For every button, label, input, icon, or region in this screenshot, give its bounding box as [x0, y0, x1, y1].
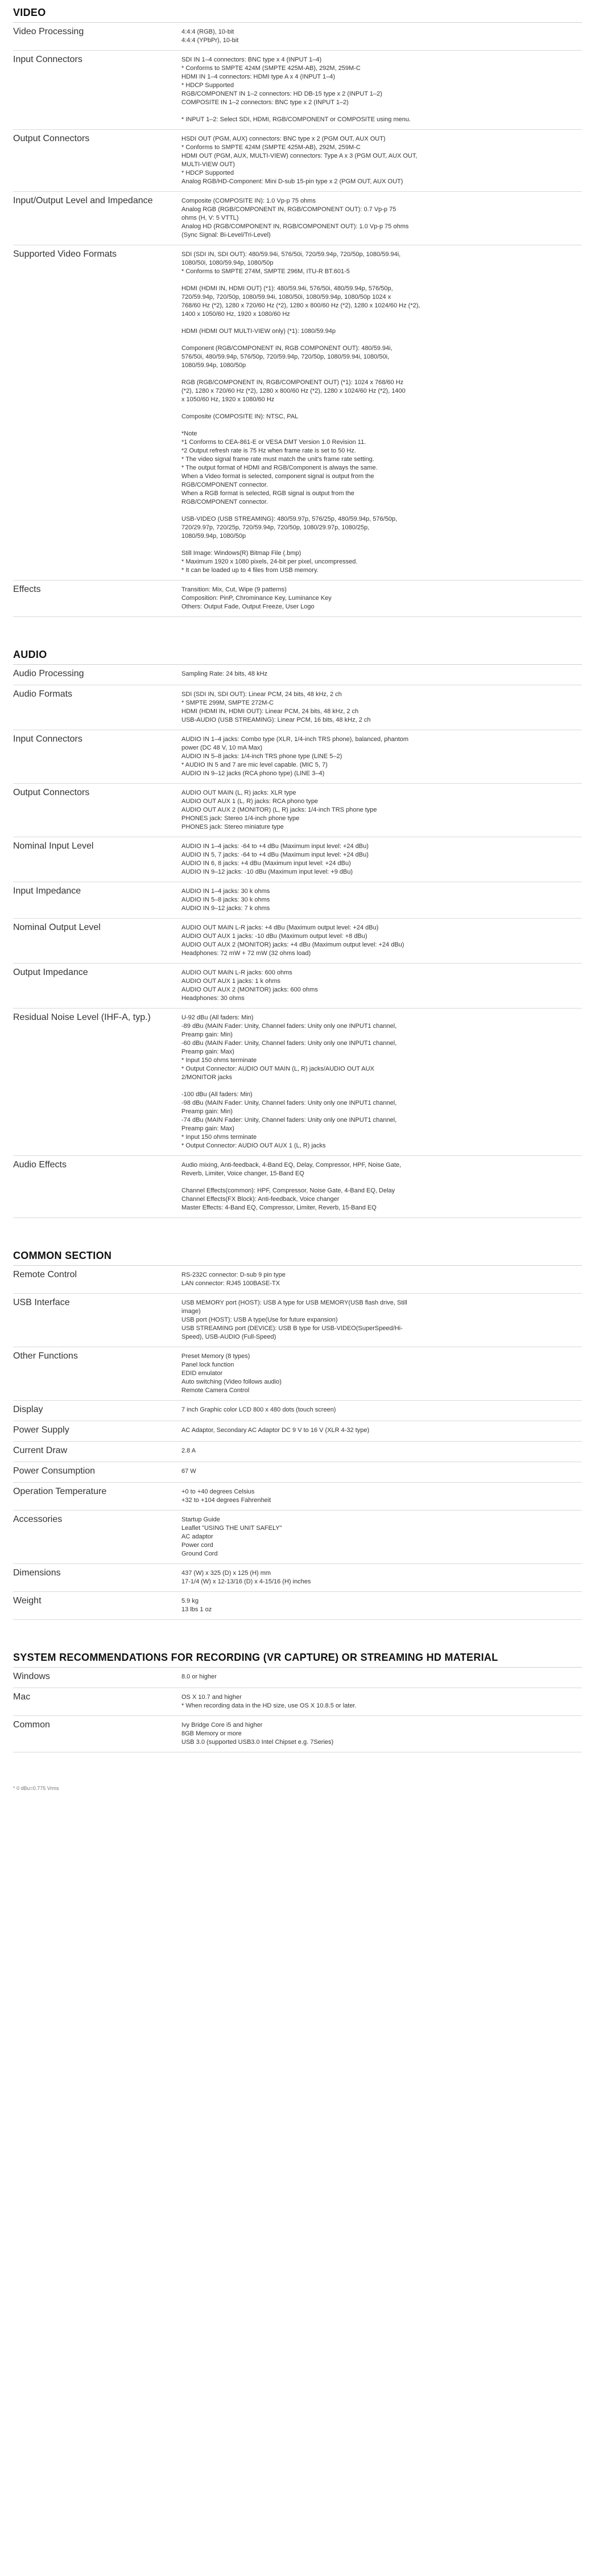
- spec-value-line: PHONES jack: Stereo 1/4-inch phone type: [181, 815, 300, 822]
- spec-row: [13, 1442, 582, 1462]
- spec-label: Input Connectors: [13, 734, 82, 744]
- spec-value-line: RGB (RGB/COMPONENT IN, RGB/COMPONENT OUT) (*1): 1024 x 768/60 Hz: [181, 379, 404, 386]
- spec-value-line: * Conforms to SMPTE 424M (SMPTE 425M-AB), 292M, 259M-C: [181, 144, 361, 151]
- spec-value: [181, 26, 582, 45]
- spec-value-line: USB-AUDIO (USB STREAMING): Linear PCM, 16 bits, 48 kHz, 2 ch: [181, 717, 371, 723]
- spec-value-line: USB 3.0 (supported USB3.0 Intel Chipset e.g. 7Series): [181, 1739, 334, 1746]
- spec-value-line: * Output Connector: AUDIO OUT MAIN (L, R) jacks/AUDIO OUT AUX: [181, 1065, 374, 1072]
- spec-value: [181, 1404, 582, 1415]
- spec-value-line: Master Effects: 4-Band EQ, Compressor, Limiter, Reverb, 15-Band EQ: [181, 1204, 377, 1211]
- spec-value-line: HDMI (HDMI IN, HDMI OUT) (*1): 480/59.94i, 576/50i, 480/59.94p, 576/50p,: [181, 285, 393, 292]
- spec-value-line: HDMI (HDMI OUT MULTI-VIEW only) (*1): 1080/59.94p: [181, 328, 336, 335]
- spec-value: [181, 1297, 582, 1342]
- spec-value-line: Composite (COMPOSITE IN): NTSC, PAL: [181, 413, 299, 420]
- spec-row: [13, 1009, 582, 1156]
- spec-value-line: MULTI-VIEW OUT): [181, 161, 235, 168]
- spec-row: [13, 685, 582, 730]
- spec-label: Supported Video Formats: [13, 249, 117, 259]
- spec-value-line: Others: Output Fade, Output Freeze, User Logo: [181, 603, 315, 610]
- spec-value-line: * Input 150 ohms terminate: [181, 1134, 257, 1141]
- spec-value-line: Leaflet "USING THE UNIT SAFELY": [181, 1525, 282, 1532]
- spec-label: Other Functions: [13, 1351, 78, 1361]
- spec-value-line: Ground Cord: [181, 1550, 218, 1557]
- spec-value-line: 576/50i, 480/59.94p, 576/50p, 720/59.94p, 720/50p, 1080/59.94i, 1080/50i,: [181, 353, 390, 360]
- spec-label: Current Draw: [13, 1446, 68, 1455]
- spec-row: [13, 23, 582, 51]
- spec-value-line: AUDIO IN 5, 7 jacks: -64 to +4 dBu (Maximum input level: +24 dBu): [181, 851, 369, 858]
- spec-value-line: Panel lock function: [181, 1361, 234, 1368]
- spec-value: [181, 584, 582, 611]
- spec-row: [13, 964, 582, 1009]
- spec-value-line: (Sync Signal: Bi-Level/Tri-Level): [181, 232, 271, 238]
- spec-value: [181, 54, 582, 124]
- spec-value-line: AUDIO IN 1–4 jacks: 30 k ohms: [181, 888, 270, 895]
- spec-row: [13, 51, 582, 130]
- spec-value-line: Preset Memory (8 types): [181, 1353, 250, 1360]
- spec-value-line: Preamp gain: Max): [181, 1125, 234, 1132]
- spec-value-line: AUDIO OUT AUX 2 (MONITOR) jacks: 600 ohms: [181, 986, 318, 993]
- spec-value: [181, 1671, 582, 1682]
- spec-value-line: Headphones: 30 ohms: [181, 995, 245, 1002]
- spec-label: Output Impedance: [13, 968, 88, 977]
- spec-value-line: AUDIO IN 9–12 jacks: -10 dBu (Maximum input level: +9 dBu): [181, 869, 353, 875]
- spec-value-line: USB-VIDEO (USB STREAMING): 480/59.97p, 576/25p, 480/59.94p, 576/50p,: [181, 516, 398, 522]
- spec-value-line: -98 dBu (MAIN Fader: Unity, Channel faders: Unity only one INPUT1 channel,: [181, 1100, 397, 1106]
- spec-section: [13, 1648, 582, 1752]
- spec-value-line: When a RGB format is selected, RGB signal is output from the: [181, 490, 354, 497]
- spec-row: [13, 1564, 582, 1592]
- spec-value-line: *1 Conforms to CEA-861-E or VESA DMT Version 1.0 Revision 11.: [181, 439, 366, 446]
- spec-value-line: USB port (HOST): USB A type(Use for future expansion): [181, 1316, 338, 1323]
- spec-label: Audio Processing: [13, 669, 84, 678]
- spec-value-line: * HDCP Supported: [181, 82, 234, 89]
- spec-value-line: [181, 541, 582, 549]
- spec-value-line: 8GB Memory or more: [181, 1730, 242, 1737]
- spec-value: [181, 1269, 582, 1288]
- spec-value: [181, 967, 582, 1003]
- spec-value-line: EDID emulator: [181, 1370, 223, 1377]
- spec-label: Remote Control: [13, 1270, 77, 1279]
- spec-label: Mac: [13, 1692, 31, 1702]
- spec-value-line: * INPUT 1–2: Select SDI, HDMI, RGB/COMPONENT or COMPOSITE using menu.: [181, 116, 411, 123]
- spec-label: USB Interface: [13, 1298, 70, 1307]
- spec-label: Common: [13, 1720, 50, 1730]
- spec-label: Output Connectors: [13, 788, 90, 797]
- spec-value-line: 1400 x 1050/60 Hz, 1920 x 1080/60 Hz: [181, 311, 290, 318]
- spec-sections: [13, 3, 582, 1752]
- spec-value-line: Audio mixing, Anti-feedback, 4-Band EQ, Delay, Compressor, HPF, Noise Gate,: [181, 1162, 402, 1168]
- spec-row: [13, 1401, 582, 1421]
- spec-value-line: Remote Camera Control: [181, 1387, 250, 1394]
- spec-value-line: * When recording data in the HD size, use OS X 10.8.5 or later.: [181, 1702, 357, 1709]
- spec-value-line: AUDIO IN 5–8 jacks: 30 k ohms: [181, 896, 270, 903]
- spec-value-line: -100 dBu (All faders: Min): [181, 1091, 253, 1098]
- spec-value-line: OS X 10.7 and higher: [181, 1694, 242, 1701]
- spec-value-line: 8.0 or higher: [181, 1673, 217, 1680]
- spec-value-line: Analog RGB/HD-Component: Mini D-sub 15-pin type x 2 (PGM OUT, AUX OUT): [181, 178, 403, 185]
- spec-value-line: * The output format of HDMI and RGB/Component is always the same.: [181, 464, 378, 471]
- spec-value-line: power (DC 48 V, 10 mA Max): [181, 744, 263, 751]
- spec-value-line: *2 Output refresh rate is 75 Hz when frame rate is set to 50 Hz.: [181, 447, 356, 454]
- spec-value-line: Startup Guide: [181, 1516, 220, 1523]
- spec-row: [13, 730, 582, 784]
- spec-value: [181, 1567, 582, 1586]
- spec-value-line: Analog HD (RGB/COMPONENT IN, RGB/COMPONENT OUT): 1.0 Vp-p 75 ohms: [181, 223, 409, 230]
- spec-label: Residual Noise Level (IHF-A, typ.): [13, 1013, 151, 1022]
- spec-value-line: 4:4:4 (YPbPr), 10-bit: [181, 37, 239, 44]
- spec-label: Dimensions: [13, 1568, 61, 1578]
- spec-label: Nominal Output Level: [13, 923, 101, 932]
- spec-label: Nominal Input Level: [13, 841, 94, 851]
- spec-row: [13, 581, 582, 617]
- spec-value-line: ohms (H, V: 5 VTTL): [181, 215, 239, 221]
- spec-value: [181, 1466, 582, 1477]
- spec-value-line: [181, 1082, 582, 1091]
- spec-label: Accessories: [13, 1515, 63, 1524]
- spec-value-line: PHONES jack: Stereo miniature type: [181, 824, 284, 830]
- spec-value-line: HDMI OUT (PGM, AUX, MULTI-VIEW) connectors: Type A x 3 (PGM OUT, AUX OUT,: [181, 153, 418, 159]
- spec-value-line: AUDIO IN 1–4 jacks: -64 to +4 dBu (Maximum input level: +24 dBu): [181, 843, 369, 850]
- spec-value: [181, 886, 582, 913]
- spec-value-line: 1080/50i, 1080/59.94p, 1080/50p: [181, 260, 274, 266]
- spec-row: [13, 245, 582, 581]
- spec-value-line: * It can be loaded up to 4 files from USB memory.: [181, 567, 319, 574]
- spec-value-line: COMPOSITE IN 1–2 connectors: BNC type x 2 (INPUT 1–2): [181, 99, 349, 106]
- spec-value: [181, 1425, 582, 1436]
- spec-row: [13, 1266, 582, 1294]
- spec-section: [13, 1246, 582, 1620]
- spec-value-line: x 1050/60 Hz, 1920 x 1080/60 Hz: [181, 396, 275, 403]
- spec-value-line: 2/MONITOR jacks: [181, 1074, 233, 1081]
- spec-label: Operation Temperature: [13, 1487, 107, 1496]
- spec-value-line: USB MEMORY port (HOST): USB A type for USB MEMORY(USB flash drive, Still: [181, 1299, 407, 1306]
- spec-row: [13, 130, 582, 192]
- spec-value: [181, 787, 582, 832]
- spec-value-line: * Output Connector: AUDIO OUT AUX 1 (L, R) jacks: [181, 1142, 326, 1149]
- spec-value-line: AUDIO OUT AUX 1 (L, R) jacks: RCA phono type: [181, 798, 319, 805]
- spec-value-line: RGB/COMPONENT connector.: [181, 499, 268, 505]
- spec-label: Input Connectors: [13, 55, 82, 64]
- spec-value-line: +32 to +104 degrees Fahrenheit: [181, 1497, 271, 1504]
- spec-row: [13, 1156, 582, 1218]
- spec-value-line: Component (RGB/COMPONENT IN, RGB COMPONENT OUT): 480/59.94i,: [181, 345, 392, 352]
- spec-value-line: [181, 507, 582, 515]
- spec-value-line: [181, 107, 582, 116]
- spec-row: [13, 1347, 582, 1401]
- spec-label: Power Supply: [13, 1425, 69, 1435]
- spec-value: [181, 195, 582, 240]
- spec-value-line: * Conforms to SMPTE 424M (SMPTE 425M-AB), 292M, 259M-C: [181, 65, 361, 72]
- section-title: AUDIO: [13, 645, 582, 665]
- spec-value-line: Preamp gain: Min): [181, 1108, 233, 1115]
- spec-value-line: Ivy Bridge Core i5 and higher: [181, 1722, 263, 1729]
- spec-row: [13, 1592, 582, 1620]
- spec-value: [181, 1351, 582, 1395]
- spec-value-line: [181, 370, 582, 378]
- spec-value-line: Headphones: 72 mW + 72 mW (32 ohms load): [181, 950, 311, 957]
- spec-value-line: 720/59.94p, 720/50p, 1080/59.94i, 1080/50i, 1080/59.94p, 1080/50p 1024 x: [181, 294, 391, 301]
- spec-row: [13, 784, 582, 837]
- spec-value-line: AUDIO OUT MAIN L-R jacks: 600 ohms: [181, 969, 292, 976]
- spec-value-line: Composite (COMPOSITE IN): 1.0 Vp-p 75 ohms: [181, 197, 316, 204]
- spec-row: [13, 1668, 582, 1688]
- spec-section: [13, 3, 582, 617]
- spec-row: [13, 192, 582, 245]
- spec-value-line: AUDIO IN 5–8 jacks: 1/4-inch TRS phone type (LINE 5–2): [181, 753, 342, 760]
- spec-label: Display: [13, 1405, 43, 1414]
- spec-value-line: Channel Effects(common): HPF, Compressor, Noise Gate, 4-Band EQ, Delay: [181, 1187, 395, 1194]
- spec-value-line: When a Video format is selected, component signal is output from the: [181, 473, 374, 480]
- spec-value-line: * SMPTE 299M, SMPTE 272M-C: [181, 699, 274, 706]
- spec-value-line: LAN connector: RJ45 100BASE-TX: [181, 1280, 280, 1287]
- spec-value-line: 7 inch Graphic color LCD 800 x 480 dots (touch screen): [181, 1406, 336, 1413]
- spec-row: [13, 665, 582, 685]
- spec-label: Audio Formats: [13, 689, 73, 699]
- spec-value-line: SDI (SDI IN, SDI OUT): 480/59.94i, 576/50i, 720/59.94p, 720/50p, 1080/59.94i,: [181, 251, 401, 258]
- spec-value-line: Preamp gain: Max): [181, 1048, 234, 1055]
- spec-value-line: 5.9 kg: [181, 1598, 199, 1604]
- spec-value-line: -89 dBu (MAIN Fader: Unity, Channel faders: Unity only one INPUT1 channel,: [181, 1023, 397, 1030]
- spec-value-line: 13 lbs 1 oz: [181, 1606, 212, 1613]
- spec-value-line: 437 (W) x 325 (D) x 125 (H) mm: [181, 1570, 271, 1577]
- spec-value-line: RGB/COMPONENT connector.: [181, 482, 268, 488]
- spec-value-line: RS-232C connector: D-sub 9 pin type: [181, 1271, 286, 1278]
- spec-value-line: HDMI IN 1–4 connectors: HDMI type A x 4 (INPUT 1–4): [181, 73, 336, 80]
- spec-value-line: * Input 150 ohms terminate: [181, 1057, 257, 1064]
- spec-value-line: HDMI (HDMI IN, HDMI OUT): Linear PCM, 24 bits, 48 kHz, 2 ch: [181, 708, 359, 715]
- spec-value: [181, 249, 582, 575]
- spec-label: Windows: [13, 1672, 50, 1681]
- spec-label: Video Processing: [13, 27, 84, 36]
- spec-value-line: 67 W: [181, 1468, 196, 1475]
- spec-value-line: AUDIO IN 1–4 jacks: Combo type (XLR, 1/4-inch TRS phone), balanced, phantom: [181, 736, 409, 743]
- spec-label: Output Connectors: [13, 134, 90, 143]
- spec-row: [13, 1294, 582, 1347]
- spec-value-line: AUDIO OUT AUX 2 (MONITOR) (L, R) jacks: 1/4-inch TRS phone type: [181, 806, 377, 813]
- spec-section: [13, 645, 582, 1218]
- spec-value-line: Auto switching (Video follows audio): [181, 1378, 282, 1385]
- spec-value-line: AUDIO IN 9–12 jacks: 7 k ohms: [181, 905, 270, 912]
- spec-value-line: AC adaptor: [181, 1533, 213, 1540]
- spec-value-line: image): [181, 1308, 201, 1315]
- spec-label: Power Consumption: [13, 1466, 96, 1476]
- spec-value: [181, 668, 582, 680]
- spec-row: [13, 1462, 582, 1483]
- spec-value-line: * Conforms to SMPTE 274M, SMPTE 296M, ITU-R BT.601-5: [181, 268, 350, 275]
- spec-value-line: AUDIO OUT MAIN L-R jacks: +4 dBu (Maximum output level: +24 dBu): [181, 924, 379, 931]
- spec-row: [13, 882, 582, 919]
- spec-value-line: AUDIO OUT AUX 1 jacks: 1 k ohms: [181, 978, 281, 985]
- section-title: SYSTEM RECOMMENDATIONS FOR RECORDING (VR CAPTURE) OR STREAMING HD MATERIAL: [13, 1648, 582, 1668]
- spec-label: Input Impedance: [13, 886, 81, 896]
- spec-value-line: Transition: Mix, Cut, Wipe (9 patterns): [181, 586, 287, 593]
- spec-value-line: 4:4:4 (RGB), 10-bit: [181, 28, 234, 35]
- spec-value-line: HSDI OUT (PGM, AUX) connectors: BNC type x 2 (PGM OUT, AUX OUT): [181, 135, 386, 142]
- spec-value-line: AUDIO OUT AUX 2 (MONITOR) jacks: +4 dBu (Maximum output level: +24 dBu): [181, 941, 404, 948]
- spec-value-line: AUDIO IN 9–12 jacks (RCA phono type) (LINE 3–4): [181, 770, 325, 777]
- spec-row: [13, 1483, 582, 1511]
- spec-label: Weight: [13, 1596, 42, 1606]
- spec-value-line: [181, 276, 582, 285]
- spec-value-line: -60 dBu (MAIN Fader: Unity, Channel faders: Unity only one INPUT1 channel,: [181, 1040, 397, 1047]
- section-title: VIDEO: [13, 3, 582, 23]
- spec-value: [181, 133, 582, 186]
- spec-value-line: SDI IN 1–4 connectors: BNC type x 4 (INPUT 1–4): [181, 56, 322, 63]
- spec-value-line: [181, 1178, 582, 1187]
- spec-value-line: [181, 404, 582, 413]
- spec-value-line: Reverb, Limiter, Voice changer, 15-Band EQ: [181, 1170, 304, 1177]
- spec-value-line: Preamp gain: Min): [181, 1031, 233, 1038]
- spec-value-line: 768/60 Hz (*2), 1280 x 720/60 Hz (*2), 1280 x 800/60 Hz (*2), 1280 x 1024/60 Hz (*2),: [181, 302, 420, 309]
- spec-value: [181, 1486, 582, 1505]
- spec-value-line: * Maximum 1920 x 1080 pixels, 24-bit per pixel, uncompressed.: [181, 558, 358, 565]
- spec-value-line: Power cord: [181, 1542, 213, 1549]
- spec-value: [181, 1012, 582, 1150]
- spec-value-line: RGB/COMPONENT IN 1–2 connectors: HD DB-15 type x 2 (INPUT 1–2): [181, 90, 382, 97]
- spec-row: [13, 837, 582, 882]
- spec-row: [13, 919, 582, 964]
- spec-value-line: * HDCP Supported: [181, 170, 234, 176]
- spec-value-line: (*2), 1280 x 720/60 Hz (*2), 1280 x 800/60 Hz (*2), 1280 x 1024/60 Hz (*2), 1400: [181, 388, 406, 394]
- spec-value-line: SDI (SDI IN, SDI OUT): Linear PCM, 24 bits, 48 kHz, 2 ch: [181, 691, 342, 698]
- spec-value-line: +0 to +40 degrees Celsius: [181, 1488, 255, 1495]
- spec-value: [181, 922, 582, 958]
- spec-value: [181, 841, 582, 877]
- spec-value: [181, 1719, 582, 1747]
- spec-value-line: AUDIO OUT AUX 1 jacks: -10 dBu (Maximum output level: +8 dBu): [181, 933, 367, 940]
- spec-value-line: Still Image: Windows(R) Bitmap File (.bmp): [181, 550, 301, 557]
- spec-value-line: USB STREAMING port (DEVICE): USB B type for USB-VIDEO(SuperSpeed/Hi-: [181, 1325, 403, 1332]
- spec-value: [181, 734, 582, 778]
- spec-label: Input/Output Level and Impedance: [13, 196, 153, 205]
- spec-row: [13, 1421, 582, 1442]
- spec-value-line: Channel Effects(FX Block): Anti-feedback, Voice changer: [181, 1196, 340, 1203]
- spec-value-line: 720/29.97p, 720/25p, 720/59.94p, 720/50p, 1080/29.97p, 1080/25p,: [181, 524, 370, 531]
- spec-value-line: * AUDIO IN 5 and 7 are mic level capable. (MIC 5, 7): [181, 762, 328, 768]
- footnote: * 0 dBu=0.775 Vrms: [13, 1785, 59, 1791]
- spec-value-line: [181, 319, 582, 327]
- spec-value-line: -74 dBu (MAIN Fader: Unity, Channel faders: Unity only one INPUT1 channel,: [181, 1117, 397, 1124]
- spec-value: [181, 1595, 582, 1614]
- spec-value: [181, 1159, 582, 1212]
- spec-value: [181, 689, 582, 725]
- spec-value-line: Composition: PinP, Chrominance Key, Luminance Key: [181, 595, 332, 602]
- spec-page: [13, 0, 582, 1791]
- spec-value-line: 1080/59.94p, 1080/50p: [181, 533, 246, 540]
- spec-value-line: [181, 421, 582, 430]
- spec-value-line: Analog RGB (RGB/COMPONENT IN, RGB/COMPONENT OUT): 0.7 Vp-p 75: [181, 206, 396, 213]
- spec-value-line: AUDIO OUT MAIN (L, R) jacks: XLR type: [181, 789, 296, 796]
- spec-value: [181, 1692, 582, 1710]
- spec-value-line: [181, 336, 582, 344]
- spec-value-line: * The video signal frame rate must match the unit's frame rate setting.: [181, 456, 374, 463]
- spec-value-line: U-92 dBu (All faders: Min): [181, 1014, 254, 1021]
- spec-value: [181, 1445, 582, 1456]
- spec-label: Effects: [13, 585, 41, 594]
- section-title: COMMON SECTION: [13, 1246, 582, 1266]
- spec-value-line: AC Adaptor, Secondary AC Adaptor DC 9 V to 16 V (XLR 4-32 type): [181, 1427, 370, 1434]
- spec-label: Audio Effects: [13, 1160, 67, 1170]
- spec-value-line: Speed), USB-AUDIO (Full-Speed): [181, 1334, 276, 1340]
- spec-value-line: 2.8 A: [181, 1447, 196, 1454]
- spec-value-line: 1080/59.94p, 1080/50p: [181, 362, 246, 369]
- spec-value-line: Sampling Rate: 24 bits, 48 kHz: [181, 670, 268, 677]
- spec-row: [13, 1716, 582, 1752]
- spec-value-line: *Note: [181, 430, 197, 437]
- spec-value: [181, 1514, 582, 1558]
- spec-row: [13, 1688, 582, 1716]
- spec-value-line: 17-1/4 (W) x 12-13/16 (D) x 4-15/16 (H) inches: [181, 1578, 311, 1585]
- spec-value-line: AUDIO IN 6, 8 jacks: +4 dBu (Maximum input level: +24 dBu): [181, 860, 351, 867]
- spec-row: [13, 1511, 582, 1564]
